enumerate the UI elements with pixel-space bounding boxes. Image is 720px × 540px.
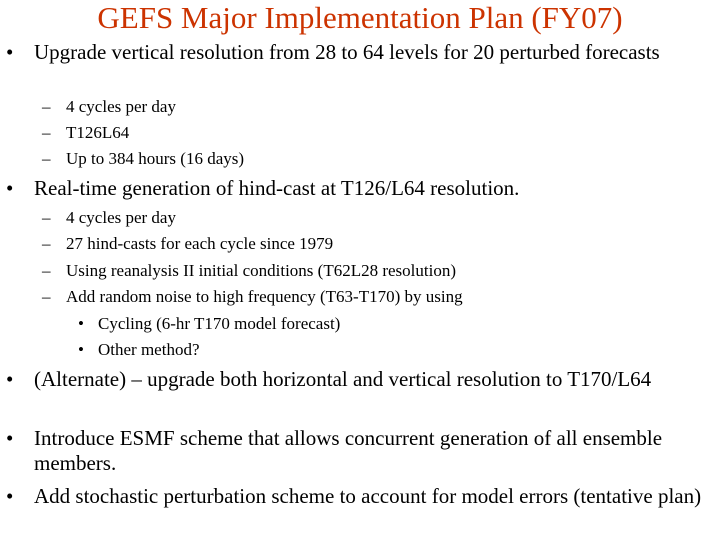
sub-item-text: 27 hind-casts for each cycle since 1979	[66, 234, 334, 253]
sub-item-text: T126L64	[66, 123, 130, 142]
bullet-marker: •	[6, 426, 14, 450]
bullet-1-sub-3	[42, 149, 682, 169]
dash-marker: –	[42, 123, 51, 142]
bullet-2	[6, 176, 706, 201]
subsub-item-text: Cycling (6-hr T170 model forecast)	[98, 314, 341, 333]
bullet-4-text: Introduce ESMF scheme that allows concurrent generation of all ensemble members.	[34, 426, 663, 475]
bullet-1-sub-1	[42, 97, 682, 117]
subsub-item-text: Other method?	[98, 340, 200, 359]
bullet-2-sub-2	[42, 234, 682, 254]
sub-item-text: Up to 384 hours (16 days)	[66, 149, 245, 168]
bullet-2-sub-3	[42, 261, 682, 281]
sub-item-text: Using reanalysis II initial conditions (T62L28 resolution)	[66, 261, 456, 280]
bullet-marker: •	[6, 176, 14, 200]
bullet-marker: •	[78, 340, 84, 359]
bullet-marker: •	[78, 314, 84, 333]
bullet-3-text: (Alternate) – upgrade both horizontal and vertical resolution to T170/L64	[34, 367, 652, 391]
bullet-5-text: Add stochastic perturbation scheme to account for model errors (tentative plan)	[34, 484, 702, 508]
bullet-marker: •	[6, 40, 14, 64]
sub-item-text: 4 cycles per day	[66, 208, 176, 227]
bullet-marker: •	[6, 484, 14, 508]
bullet-4	[6, 426, 706, 476]
slide-title: GEFS Major Implementation Plan (FY07)	[97, 0, 623, 35]
bullet-2-subsub-2	[78, 340, 638, 360]
dash-marker: –	[42, 97, 51, 116]
dash-marker: –	[42, 287, 51, 306]
dash-marker: –	[42, 208, 51, 227]
bullet-2-subsub-1	[78, 314, 638, 334]
sub-item-text: 4 cycles per day	[66, 97, 176, 116]
bullet-2-text: Real-time generation of hind-cast at T126/L64 resolution.	[34, 176, 520, 200]
dash-marker: –	[42, 234, 51, 253]
bullet-1	[6, 40, 706, 90]
bullet-2-sub-1	[42, 208, 682, 228]
sub-item-text: Add random noise to high frequency (T63-T170) by using	[66, 287, 463, 306]
bullet-marker: •	[6, 367, 14, 391]
bullet-1-sub-2	[42, 123, 682, 143]
bullet-1-text: Upgrade vertical resolution from 28 to 64 levels for 20 perturbed forecasts	[34, 40, 660, 64]
dash-marker: –	[42, 261, 51, 280]
bullet-2-sub-4	[42, 287, 682, 307]
bullet-3	[6, 367, 706, 417]
bullet-5	[6, 484, 706, 534]
dash-marker: –	[42, 149, 51, 168]
